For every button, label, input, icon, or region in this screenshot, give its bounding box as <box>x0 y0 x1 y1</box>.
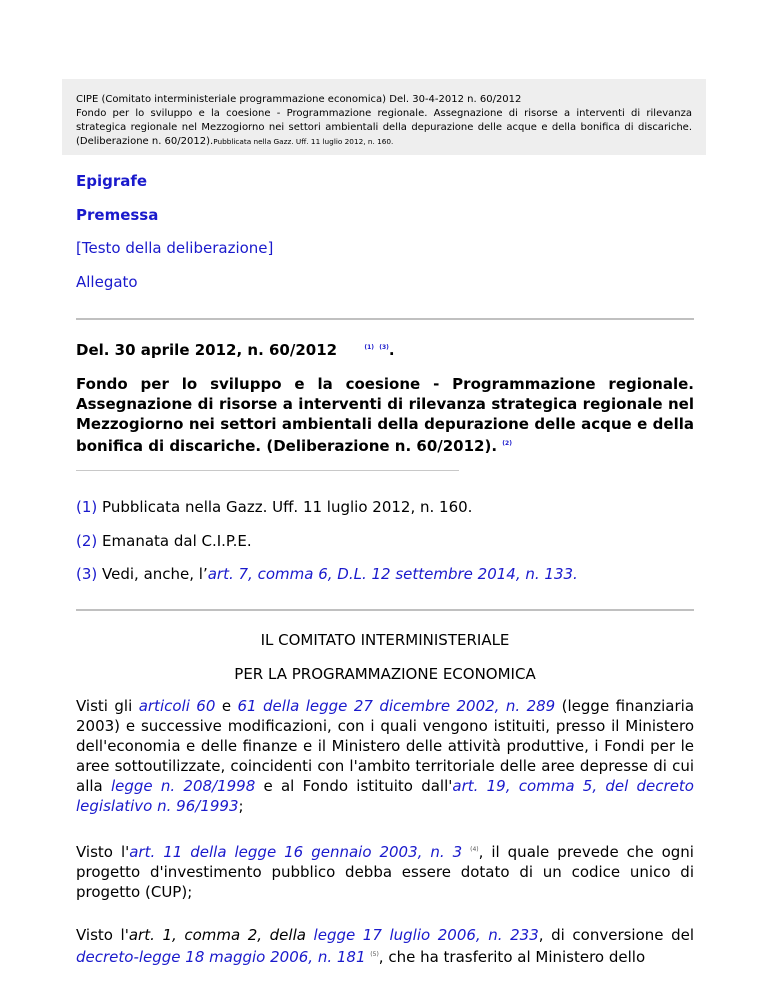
deliberation-subject-text: Fondo per lo sviluppo e la coesione - Programmazione regionale. Assegnazione di risorse a interventi di rilevanza strategica regionale nel Mezzogiorno nei settori ambientali della depurazione delle acque e della bonifica di discariche. (Deliberazione n. 60/2012). <box>76 375 694 455</box>
footnote-3 <box>76 565 578 583</box>
header-source-line: CIPE (Comitato interministeriale programmazione economica) Del. 30-4-2012 n. 60/2012 <box>76 94 522 105</box>
footnote-1 <box>76 498 472 516</box>
footnote-ref-3[interactable]: (3) <box>379 344 389 351</box>
link-articoli-60[interactable]: articoli 60 <box>138 697 216 715</box>
toc-link-epigrafe[interactable]: Epigrafe <box>76 172 148 190</box>
committee-title-line2: PER LA PROGRAMMAZIONE ECONOMICA <box>234 665 536 683</box>
footnote-ref-2[interactable]: (2) <box>502 440 512 447</box>
header-summary <box>76 107 692 149</box>
footnote-3-link[interactable]: art. 7, comma 6, D.L. 12 settembre 2014, n. 133. <box>207 565 578 583</box>
footnote-ref-5[interactable]: (5) <box>370 951 379 958</box>
footnote-1-number[interactable]: (1) <box>76 498 98 516</box>
link-legge-3-2003[interactable]: art. 11 della legge 16 gennaio 2003, n. 3 <box>129 843 463 861</box>
footnote-ref-4[interactable]: (4) <box>470 846 479 853</box>
toc-link-allegato[interactable]: Allegato <box>76 273 138 291</box>
footnote-1-text: Pubblicata nella Gazz. Uff. 11 luglio 2012, n. 160. <box>102 498 473 516</box>
text: Visto l' <box>76 926 129 944</box>
text: e al Fondo istituito dall' <box>255 777 453 795</box>
link-legge-208[interactable]: legge n. 208/1998 <box>110 777 256 795</box>
notes-divider <box>76 470 459 471</box>
deliberation-subject <box>76 374 694 456</box>
paragraph-visto-art1 <box>76 925 694 967</box>
heading-period: . <box>388 341 395 359</box>
text: Visto l' <box>76 843 130 861</box>
text: Visti gli <box>76 697 139 715</box>
text: , il quale prevede che ogni progetto d'investimento pubblico debba essere dotato di un codice unico di progetto (CUP); <box>76 843 694 901</box>
header-publication: Pubblicata nella Gazz. Uff. 11 luglio 2012, n. 160. <box>213 137 394 146</box>
link-dl-181-2006[interactable]: decreto-legge 18 maggio 2006, n. 181 <box>76 948 366 966</box>
header-summary-text: Fondo per lo sviluppo e la coesione - Programmazione regionale. Assegnazione di risorse a interventi di rilevanza strategica regionale nel Mezzogiorno nei settori ambientali della depurazione delle acque e della bonifica di discariche. (Deliberazione n. 60/2012). <box>76 108 692 147</box>
text: e <box>215 697 238 715</box>
paragraph-visto-art11 <box>76 840 694 902</box>
link-legge-233-2006[interactable]: legge 17 luglio 2006, n. 233 <box>313 926 539 944</box>
footnote-3-number[interactable]: (3) <box>76 565 98 583</box>
footnote-2-text: Emanata dal C.I.P.E. <box>102 532 252 550</box>
body-divider <box>76 609 694 611</box>
deliberation-heading-text: Del. 30 aprile 2012, n. 60/2012 <box>76 341 338 359</box>
link-dlgs-96[interactable]: art. 19, comma 5, del decreto legislativo n. 96/1993 <box>76 777 694 815</box>
text: , di conversione del <box>538 926 695 944</box>
text: ; <box>238 797 244 815</box>
text <box>306 926 314 944</box>
paragraph-visti-articoli <box>76 696 694 816</box>
footnote-3-text: Vedi, anche, l’ <box>102 565 208 583</box>
toc-link-premessa[interactable]: Premessa <box>76 206 159 224</box>
text: , che ha trasferito al Ministero dello <box>378 948 646 966</box>
text: art. 1, comma 2, della <box>128 926 306 944</box>
footnote-2-number[interactable]: (2) <box>76 532 98 550</box>
document-header-box <box>62 79 706 155</box>
text: (legge finanziaria 2003) e successive modificazioni, con i quali vengono istituiti, presso il Ministero dell'economia e delle finanze e il Ministero delle attività produttive, i Fondi per le aree sottoutilizzate, coincidenti con l'ambito territoriale delle aree depresse di cui alla <box>76 697 695 795</box>
footnote-ref-1[interactable]: (1) <box>364 344 374 351</box>
section-divider <box>76 318 694 320</box>
link-legge-289[interactable]: 61 della legge 27 dicembre 2002, n. 289 <box>237 697 556 715</box>
toc-link-testo[interactable]: [Testo della deliberazione] <box>76 239 274 257</box>
committee-title-line1: IL COMITATO INTERMINISTERIALE <box>260 631 510 649</box>
footnote-2 <box>76 532 252 550</box>
deliberation-heading <box>76 341 395 359</box>
